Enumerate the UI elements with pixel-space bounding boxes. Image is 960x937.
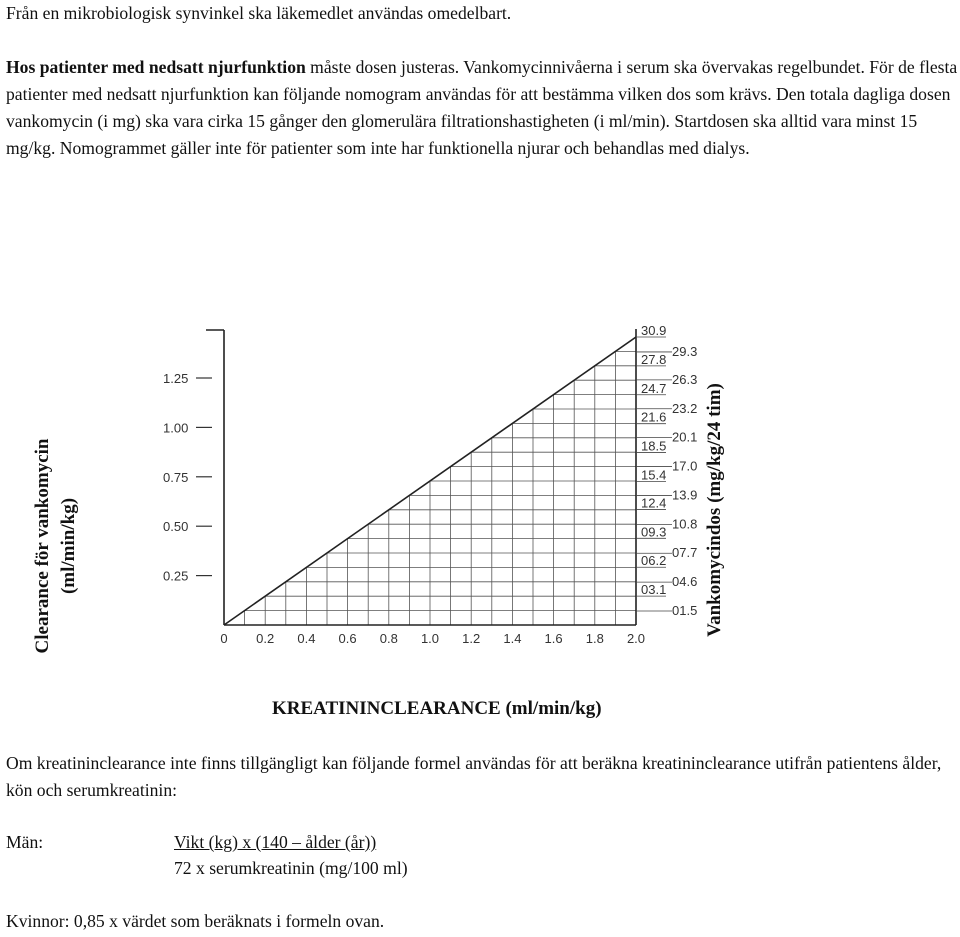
left-axis-tick-label: 0.25	[163, 568, 189, 584]
x-axis-label: KREATININCLEARANCE (ml/min/kg)	[272, 698, 602, 719]
right-axis-tick-label: 30.9	[641, 323, 667, 338]
right-axis-tick-label: 09.3	[641, 524, 667, 540]
nomogram-chart	[0, 300, 960, 680]
right-axis-tick-label: 24.7	[641, 380, 667, 396]
x-axis-tick-label: 0.6	[338, 631, 357, 646]
dosage-paragraph	[6, 54, 960, 162]
right-axis-tick-label: 03.1	[641, 582, 667, 598]
left-axis-label-line2: (ml/min/kg)	[58, 497, 79, 595]
right-axis-tick-label: 20.1	[672, 429, 698, 445]
women-note: Kvinnor: 0,85 x värdet som beräknats i formeln ovan.	[6, 911, 385, 931]
right-axis-tick-label: 17.0	[672, 458, 698, 474]
left-axis-label-line1: Clearance för vankomycin	[32, 438, 53, 654]
left-axis-tick-label: 0.50	[163, 519, 189, 535]
right-axis-label: Vankomycindos (mg/kg/24 tim)	[704, 383, 725, 637]
x-axis-tick-label: 0.8	[379, 631, 398, 646]
right-axis-tick-label: 15.4	[641, 467, 667, 483]
right-axis-tick-label: 06.2	[641, 553, 667, 569]
right-axis-tick-label: 21.6	[641, 409, 667, 425]
formula-numerator: Vikt (kg) x (140 – ålder (år))	[174, 832, 377, 852]
formula-intro-paragraph: Om kreatininclearance inte finns tillgängligt kan följande formel användas för att beräkna kreatininclearance utifrån patientens ålder, kön och serumkreatinin:	[6, 753, 942, 800]
right-axis-tick-label: 26.3	[672, 371, 698, 387]
x-axis-tick-label: 0	[220, 631, 228, 646]
right-axis-tick-label: 29.3	[672, 343, 698, 359]
x-axis-tick-label: 1.4	[503, 631, 522, 646]
x-axis-tick-label: 0.2	[256, 631, 275, 646]
x-axis-tick-label: 1.8	[585, 631, 604, 646]
x-axis-tick-label: 2.0	[626, 631, 646, 646]
left-axis-tick-label: 0.75	[163, 469, 189, 485]
right-axis-tick-label: 01.5	[672, 603, 698, 619]
right-axis-tick-label: 04.6	[672, 574, 698, 590]
dosage-paragraph-lead: Hos patienter med nedsatt njurfunktion	[6, 57, 306, 77]
x-axis-tick-label: 1.6	[544, 631, 563, 646]
dosage-paragraph-text: måste dosen justeras. Vankomycinnivåerna i serum ska övervakas regelbundet. För de flesta patienter med nedsatt njurfunktion kan följande nomogram användas för att bestämma vilken dos som krävs. Den totala dagliga dosen vankomycin (i mg) ska vara cirka 15 gånger den glomerulära filtrationshastigheten (i ml/min). Startdosen ska alltid vara minst 15 mg/kg. Nomogrammet gäller inte för patienter som inte har funktionella njurar och behandlas med dialys.	[6, 57, 958, 158]
right-axis-tick-label: 18.5	[641, 438, 667, 454]
right-axis-tick-label: 12.4	[641, 495, 667, 511]
formula-denominator: 72 x serumkreatinin (mg/100 ml)	[174, 858, 408, 878]
right-axis-tick-label: 13.9	[672, 487, 698, 503]
x-axis-tick-label: 0.4	[297, 631, 316, 646]
x-axis-tick-label: 1.0	[420, 631, 440, 646]
x-axis-tick-label: 1.2	[462, 631, 481, 646]
right-axis-tick-label: 10.8	[672, 516, 698, 532]
left-axis-tick-label: 1.00	[163, 420, 189, 436]
right-axis-tick-label: 27.8	[641, 351, 667, 367]
right-axis-tick-label: 23.2	[672, 400, 698, 416]
intro-paragraph: Från en mikrobiologisk synvinkel ska läkemedlet användas omedelbart.	[6, 3, 512, 23]
right-axis-tick-label: 07.7	[672, 545, 698, 561]
left-axis-tick-label: 1.25	[163, 371, 189, 386]
men-label: Män:	[6, 832, 44, 852]
